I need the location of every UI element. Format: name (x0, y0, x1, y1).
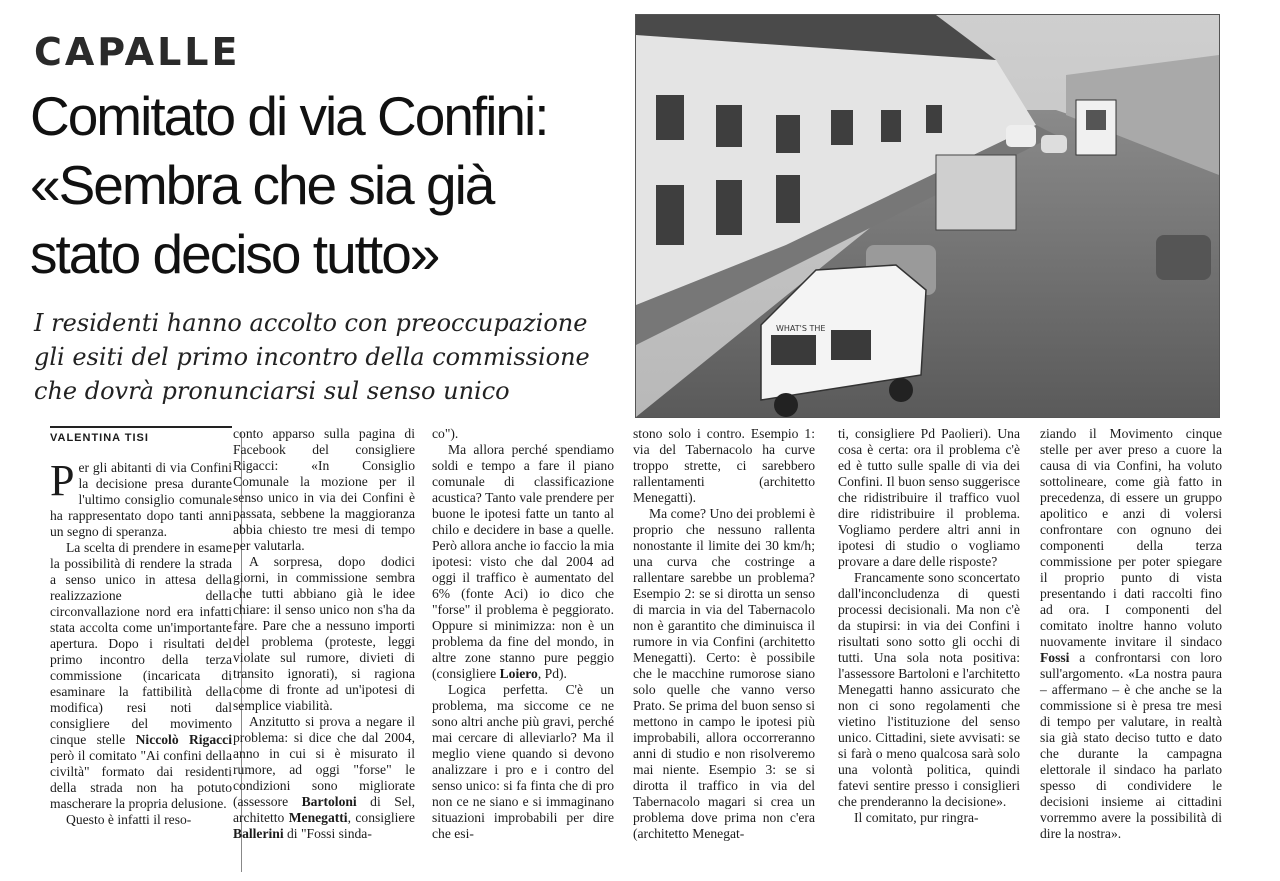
byline-rule (50, 426, 232, 428)
paragraph (50, 540, 232, 812)
paragraph-text: co"). (432, 426, 459, 441)
person-name: Bartoloni (301, 794, 357, 809)
person-name: Menegatti (288, 810, 348, 825)
headline-line: Comitato di via Confini: (30, 85, 548, 147)
paragraph-text: ziando il Movimento cinque stelle per aver preso a cuore la causa di via Confini, ha voluto sottolineare, come già fatto in precedenza, di essere un gruppo apolitico e anzi di volersi confrontare con ognuno dei componenti della terza commissione per poter spiegare il proprio punto di vista presentando i dati raccolti fino ad ora. I componenti del comitato inoltre hanno voluto nuovamente invitare il sindaco (1040, 426, 1222, 649)
paragraph (838, 810, 1020, 826)
subheadline (34, 306, 634, 408)
paragraph-text: conto apparso sulla pagina di Facebook del consigliere Rigacci: «In Consiglio Comunale la mozione per il senso unico in via dei Confini è passata, sebbene la maggioranza abbia chiesto tre mesi di tempo per valutarla. (233, 426, 415, 553)
paragraph-text: di "Fossi sinda- (283, 826, 372, 841)
paragraph (432, 442, 614, 682)
paragraph (633, 506, 815, 842)
text-column-4 (633, 426, 815, 842)
paragraph-text: però il comitato "Ai confini della civiltà" formato dai residenti della strada non ha potuto mascherare la propria delusione. (50, 748, 232, 811)
headline-line: stato deciso tutto» (30, 223, 439, 285)
paragraph-text: er gli abitanti di via Confini la decisione presa durante l'ultimo consiglio comunale ha rappresentato dopo tanti anni un segno di speranza. (50, 460, 232, 539)
street-photo (635, 14, 1220, 418)
paragraph (432, 682, 614, 842)
paragraph-text: ti, consigliere Pd Paolieri). Una cosa è certa: ora il problema c'è ed è tutto sulle spalle di via dei Confini. Il buon senso suggerisce che ridistribuire il traffico vuol dire ridistribuire il problema. Vogliamo perdere altri anni in ipotesi di studio o vogliamo provare a dare delle risposte? (838, 426, 1020, 569)
paragraph-text: Anzitutto si prova a negare il problema: si dice che dal 2004, anno in cui si è misurato il rumore, ad oggi "forse" le condizioni sono migliorate (assessore (233, 714, 415, 809)
paragraph (233, 426, 415, 554)
headline-line: «Sembra che sia già (30, 154, 494, 216)
paragraph-text: a confrontarsi con loro sull'argomento. «La nostra paura – affermano – è che anche se la commissione si è presa tre mesi di tempo per valutare, in realtà sia già stato deciso tutto e dato che durante la campagna elettorale il sindaco ha parlato spesso di condividere le decisioni insieme ai cittadini vorremmo avere la possibilità di dire la nostra». (1040, 650, 1222, 841)
section-kicker: CAPALLE (34, 30, 241, 74)
paragraph-text: , consigliere (347, 810, 415, 825)
headline (30, 82, 630, 289)
person-name: Niccolò Rigacci (135, 732, 232, 747)
paragraph-text: Francamente sono sconcertato dall'inconcludenza di questi processi decisionali. Ma non c'è da stupirsi: in via dei Confini i risultati sono sotto gli occhi di tutti. Una sola nota positiva: l'assessore Bartoloni e l'architetto Menegatti hanno assicurato che non ci sono regolamenti che vietino l'istituzione del senso unico. Cittadini, siete avvisati: se si farà o meno qualcosa sarà solo una volontà politica, quindi fatevi sentire presso i consiglieri che prenderanno la decisione». (838, 570, 1020, 809)
paragraph-text: stono solo i contro. Esempio 1: via del Tabernacolo ha curve troppo strette, ci sarebbero rallentamenti (architetto Menegatti). (633, 426, 815, 505)
paragraph-text: La scelta di prendere in esame la possibilità di rendere la strada a senso unico in attesa della realizzazione della circonvallazione nord era infatti stata accolta come un'importante apertura. Dopo i risultati del primo incontro della terza commissione (incaricata di esaminare la fattibilità della modifica) resi noti dal consigliere del movimento cinque stelle (50, 540, 232, 747)
person-name: Loiero (499, 666, 538, 681)
subheadline-line: I residenti hanno accolto con preoccupazione (34, 309, 588, 337)
drop-cap: P (50, 456, 75, 505)
byline: VALENTINA TISI (50, 432, 149, 444)
paragraph (50, 812, 232, 828)
subheadline-line: gli esiti del primo incontro della commissione (34, 343, 590, 371)
van-logo: WHAT'S THE (776, 324, 826, 333)
person-name: Ballerini (233, 826, 284, 841)
text-column-1 (50, 426, 232, 828)
text-column-3 (432, 426, 614, 842)
paragraph-text: Questo è infatti il reso- (66, 812, 192, 827)
paragraph (432, 426, 614, 442)
paragraph-text: Ma allora perché spendiamo soldi e tempo a fare il piano comunale di classificazione acustica? Tanto vale prendere per buone le ipotesi fatte un tanto al chilo e decidere in base a quelle. Però allora anche io faccio la mia ipotesi: visto che dal 2004 ad oggi il traffico è aumentato del 6% (fonte Aci) io dico che "forse" il problema è peggiorato. Oppure si minimizza: non è un problema da fine del mondo, in altre zone stanno pure peggio (consigliere (432, 442, 614, 681)
text-column-2 (233, 426, 415, 842)
paragraph-text: A sorpresa, dopo dodici giorni, in commissione sembra che tutti abbiano già le idee chiare: il senso unico non s'ha da fare. Pare che a nessuno importi del problema (proteste, leggi violate sul rumore, divieti di transito ignorati), si ragiona come di fronte ad un'ipotesi di semplice viabilità. (233, 554, 415, 713)
text-column-6 (1040, 426, 1222, 842)
paragraph (233, 554, 415, 714)
paragraph (838, 570, 1020, 810)
subheadline-line: che dovrà pronunciarsi sul senso unico (34, 377, 510, 405)
paragraph-text: di Sel, architetto (233, 794, 415, 825)
text-column-5 (838, 426, 1020, 826)
paragraph-text: , Pd). (537, 666, 567, 681)
paragraph (1040, 426, 1222, 842)
person-name: Fossi (1040, 650, 1070, 665)
paragraph (633, 426, 815, 506)
paragraph (50, 456, 232, 540)
paragraph (838, 426, 1020, 570)
paragraph-text: Il comitato, pur ringra- (854, 810, 979, 825)
paragraph-text: Ma come? Uno dei problemi è proprio che nessuno rallenta nonostante il limite dei 30 km/h; una curva che costringe a rallentare sarebbe un problema? Esempio 2: se si dirotta un senso di marcia in via del Tabernacolo non è garantito che diminuisca il rumore in via Confini (architetto Menegatti). Certo: è possibile che le macchine rumorose siano solo quelle che vanno verso Prato. Se prima del buon senso si mettono in campo le ipotesi più improbabili, allora occorreranno anni di studio e non risolveremo mai niente. Esempio 3: se si dirotta il traffico in via del Tabernacolo magari si crea un problema dove prima non c'era (architetto Menegat- (633, 506, 815, 841)
paragraph-text: Logica perfetta. C'è un problema, ma siccome ce ne sono altri anche più gravi, perché mai cercare di alleviarlo? Ma il meglio viene quando si devono analizzare i pro e i contro del senso unico: si fa finta che di pro non ce ne siano e si immaginano situazioni improbabili per dire che esi- (432, 682, 614, 841)
paragraph (233, 714, 415, 842)
article-body (0, 426, 1280, 881)
